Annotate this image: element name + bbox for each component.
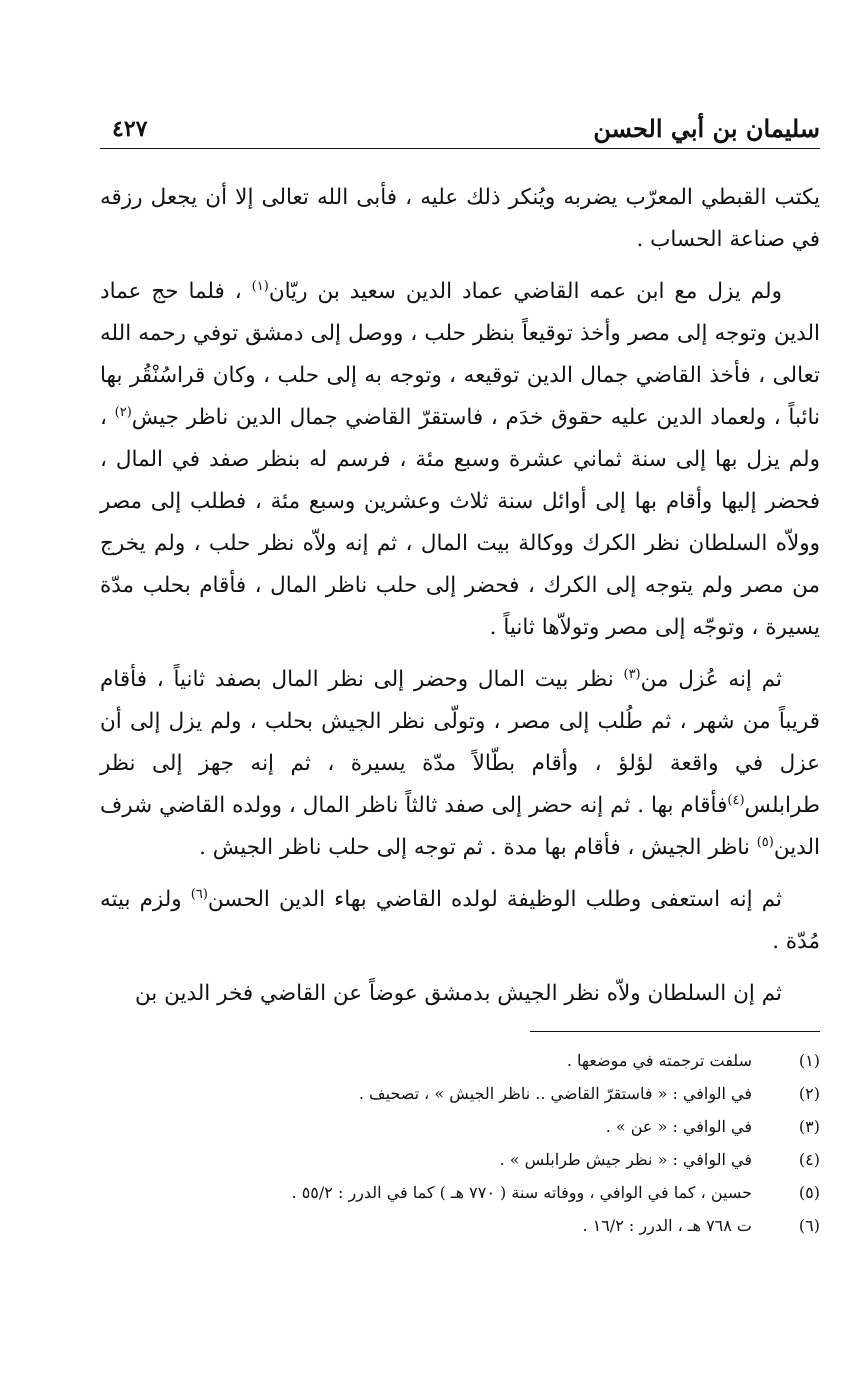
page-number: ٤٢٧ bbox=[112, 116, 148, 142]
paragraph-4 bbox=[100, 879, 820, 963]
running-title: سليمان بن أبي الحسن bbox=[593, 114, 820, 143]
footnote bbox=[100, 1176, 820, 1209]
footnote-number: (١) bbox=[798, 1051, 820, 1070]
paragraph-5: ثم إن السلطان ولاّه نظر الجيش بدمشق عوضاً عن القاضي فخر الدين بن bbox=[134, 981, 782, 1006]
running-header bbox=[100, 112, 820, 149]
paragraph-3-part-d: ناظر الجيش ، فأقام بها مدة . ثم توجه إلى حلب ناظر الجيش . bbox=[199, 835, 757, 860]
footnote bbox=[100, 1044, 820, 1077]
footnote-ref-3: (٣) bbox=[623, 667, 641, 682]
paragraph-3-part-a: ثم إنه عُزل من bbox=[640, 667, 782, 692]
footnote-number: (٦) bbox=[798, 1216, 820, 1235]
paragraph-2-part-b: ، فلما حج عماد الدين وتوجه إلى مصر وأخذ توقيعاً بنظر حلب ، ووصل إلى دمشق توفي رحمه الله تعالى ، فأخذ القاضي جمال الدين توقيعه ، وتوجه به إلى حلب ، وكان قراسُنْقُر بها نائباً ، ولعماد الدين عليه حقوق خدَم ، فاستقرّ القاضي جمال الدين ناظر جيش bbox=[100, 279, 820, 430]
footnote-ref-1: (١) bbox=[251, 279, 269, 294]
footnotes bbox=[100, 1044, 820, 1242]
paragraph-3-part-b: نظر بيت المال وحضر إلى نظر المال بصفد ثانياً ، فأقام قريباً من شهر ، ثم طُلب إلى مصر ، وتولّى نظر الجيش بحلب ، ولم يزل إلى أن عزل في واقعة لؤلؤ ، وأقام بطّالاً مدّة يسيرة ، ثم إنه جهز إلى نظر طرابلس bbox=[100, 667, 820, 818]
footnote-number: (٢) bbox=[798, 1084, 820, 1103]
paragraph-4-part-a: ثم إنه استعفى وطلب الوظيفة لولده القاضي بهاء الدين الحسن bbox=[207, 887, 782, 912]
footnote-text: في الوافي : « عن » . bbox=[605, 1117, 752, 1136]
footnote-divider bbox=[530, 1031, 820, 1032]
footnote bbox=[100, 1209, 820, 1242]
footnote-ref-4: (٤) bbox=[727, 793, 745, 808]
footnote-number: (٥) bbox=[798, 1183, 820, 1202]
book-page bbox=[100, 112, 820, 1242]
footnote-text: ت ٧٦٨ هـ ، الدرر : ١٦/٢ . bbox=[582, 1216, 752, 1235]
footnote-number: (٤) bbox=[798, 1150, 820, 1169]
footnote-ref-6: (٦) bbox=[190, 887, 208, 902]
footnote-text: سلفت ترجمته في موضعها . bbox=[566, 1051, 752, 1070]
footnote bbox=[100, 1077, 820, 1110]
footnote-text: في الوافي : « نظر جيش طرابلس » . bbox=[499, 1150, 752, 1169]
footnote-ref-2: (٢) bbox=[114, 405, 132, 420]
footnote bbox=[100, 1110, 820, 1143]
paragraph-1: يكتب القبطي المعرّب يضربه ويُنكر ذلك عليه ، فأبى الله تعالى إلا أن يجعل رزقه في صناعة الحساب . bbox=[100, 185, 820, 252]
footnote-text: حسين ، كما في الوافي ، ووفاته سنة ( ٧٧٠ هـ ) كما في الدرر : ٥٥/٢ . bbox=[291, 1183, 752, 1202]
footnote-ref-5: (٥) bbox=[756, 835, 774, 850]
paragraph-2 bbox=[100, 271, 820, 649]
paragraph-3-part-c: فأقام بها . ثم إنه حضر إلى صفد ثالثاً ناظر المال ، وولده القاضي شرف الدين bbox=[100, 793, 820, 860]
paragraph-4-part-b: ولزم بيته مُدّة . bbox=[100, 887, 820, 954]
main-text bbox=[100, 177, 820, 1015]
footnote-text: في الوافي : « فاستقرّ القاضي .. ناظر الجيش » ، تصحيف . bbox=[358, 1084, 752, 1103]
footnote bbox=[100, 1143, 820, 1176]
paragraph-2-part-c: ، ولم يزل بها إلى سنة ثماني عشرة وسبع مئة ، فرسم له بنظر صفد في المال ، فحضر إليها وأقام بها إلى أوائل سنة ثلاث وعشرين وسبع مئة ، فطلب إلى مصر وولاّه السلطان نظر الكرك ووكالة بيت المال ، ثم إنه ولاّه نظر حلب ، ولم يخرج من مصر ولم يتوجه إلى الكرك ، فحضر إلى حلب ناظر المال ، فأقام بحلب مدّة يسيرة ، وتوجّه إلى مصر وتولاّها ثانياً . bbox=[100, 405, 820, 640]
paragraph-3 bbox=[100, 659, 820, 869]
paragraph-2-part-a: ولم يزل مع ابن عمه القاضي عماد الدين سعيد بن ريّان bbox=[268, 279, 782, 304]
footnote-number: (٣) bbox=[798, 1117, 820, 1136]
